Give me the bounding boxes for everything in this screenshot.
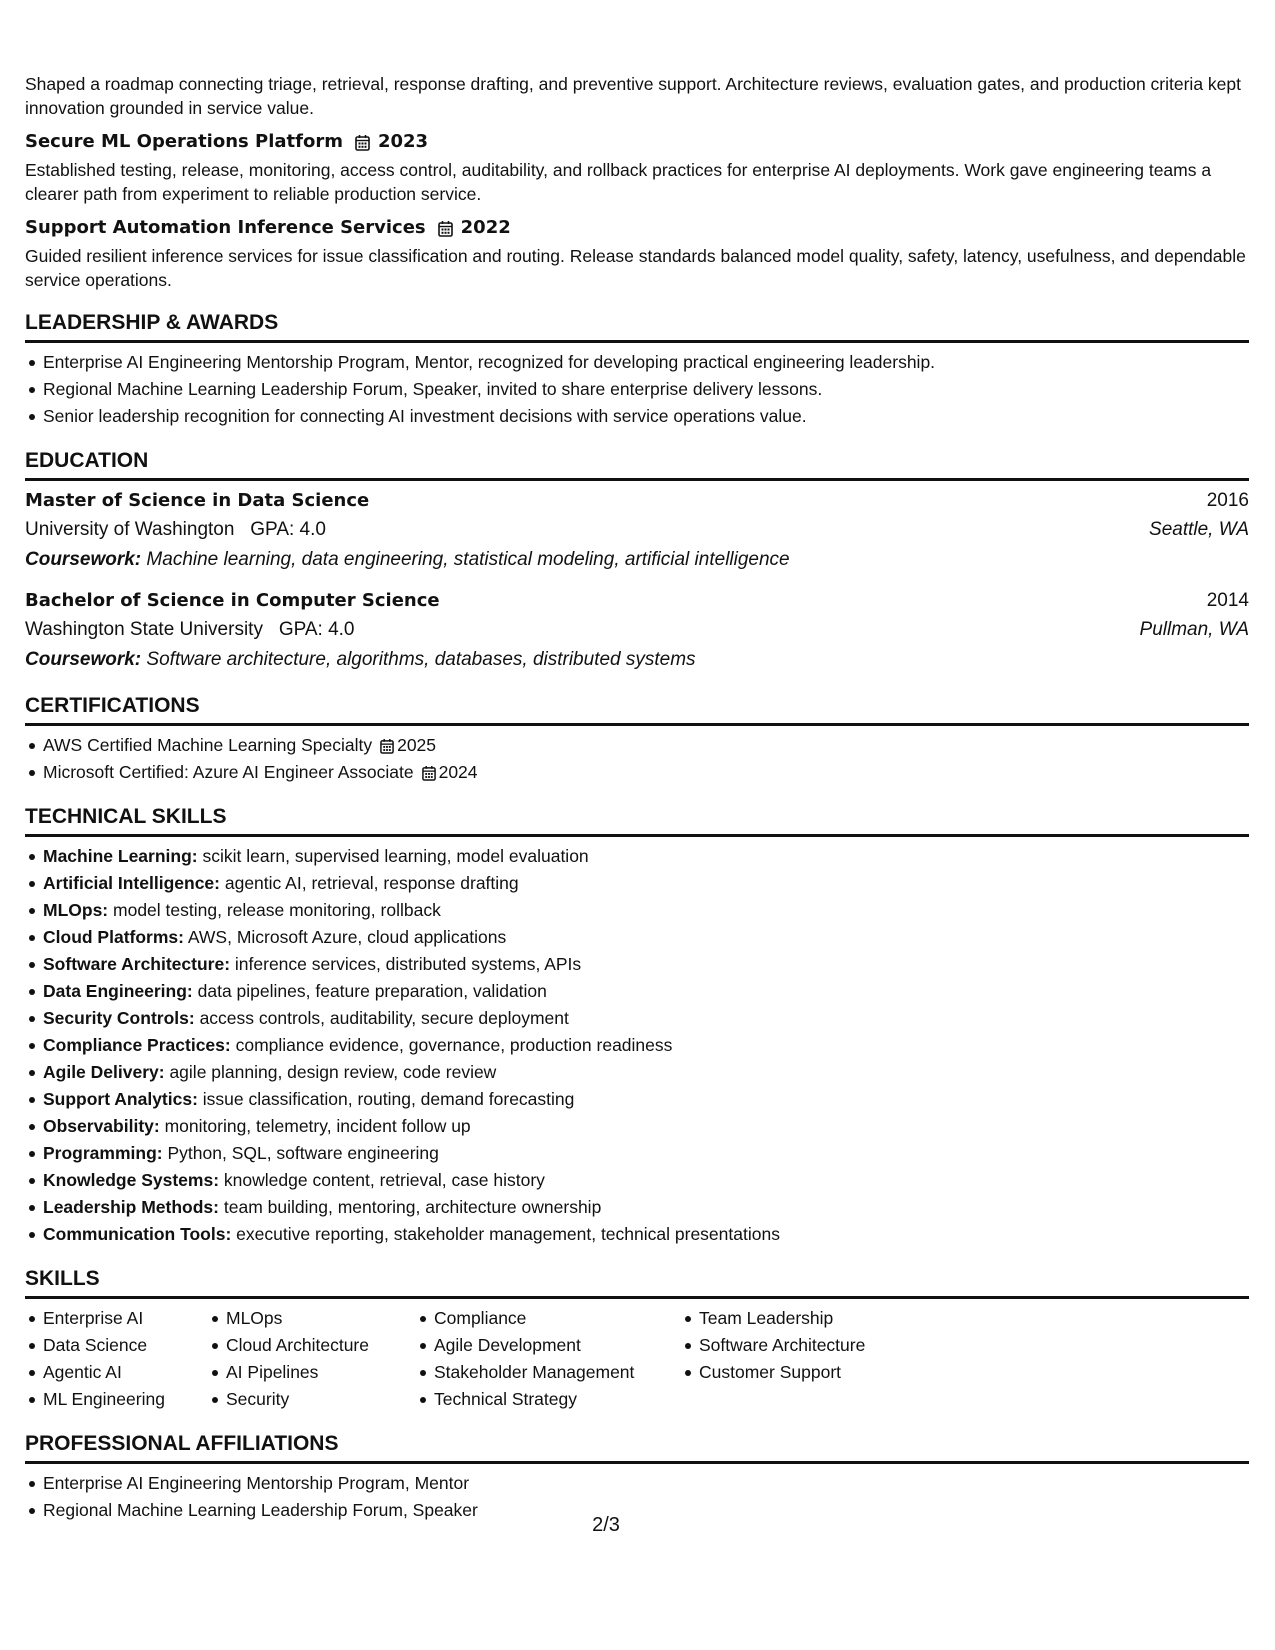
skill-label: Machine Learning: bbox=[43, 846, 198, 866]
list-item bbox=[43, 1005, 1249, 1032]
skill-label: Agile Delivery: bbox=[43, 1062, 165, 1082]
list-item: Senior leadership recognition for connecting AI investment decisions with service operations value. bbox=[43, 403, 1249, 430]
skill-label: Support Analytics: bbox=[43, 1089, 198, 1109]
project-description: Guided resilient inference services for issue classification and routing. Release standards balanced model quality, safety, latency, usefulness, and dependable service operations. bbox=[25, 246, 1246, 290]
skills-column bbox=[208, 1305, 416, 1413]
list-item: Enterprise AI Engineering Mentorship Program, Mentor bbox=[43, 1470, 1249, 1497]
skill-value: model testing, release monitoring, rollback bbox=[113, 900, 441, 920]
list-item: Compliance bbox=[434, 1305, 681, 1332]
list-item: MLOps bbox=[226, 1305, 416, 1332]
skill-label: Compliance Practices: bbox=[43, 1035, 231, 1055]
list-item: Stakeholder Management bbox=[434, 1359, 681, 1386]
school-line bbox=[25, 615, 355, 645]
coursework-label: Coursework: bbox=[25, 549, 142, 570]
list-item: Team Leadership bbox=[699, 1305, 959, 1332]
resume-page bbox=[25, 72, 1249, 1524]
list-item: Technical Strategy bbox=[434, 1386, 681, 1413]
project-title-row bbox=[25, 130, 1249, 154]
skill-label: Communication Tools: bbox=[43, 1224, 232, 1244]
certifications-list bbox=[25, 732, 1249, 786]
project-year: 2023 bbox=[377, 131, 429, 152]
list-item: Security bbox=[226, 1386, 416, 1413]
list-item: Enterprise AI Engineering Mentorship Program, Mentor, recognized for developing practical engineering leadership. bbox=[43, 349, 1249, 376]
project-title: Support Automation Inference Services bbox=[25, 217, 426, 238]
skill-value: issue classification, routing, demand forecasting bbox=[202, 1089, 575, 1109]
skill-value: monitoring, telemetry, incident follow up bbox=[164, 1116, 471, 1136]
coursework-line bbox=[25, 645, 1249, 675]
list-item bbox=[43, 951, 1249, 978]
school-location: Pullman, WA bbox=[1139, 619, 1249, 640]
list-item bbox=[43, 897, 1249, 924]
list-item bbox=[43, 870, 1249, 897]
skill-label: Observability: bbox=[43, 1116, 160, 1136]
skill-value: scikit learn, supervised learning, model evaluation bbox=[202, 846, 589, 866]
list-item bbox=[43, 1194, 1249, 1221]
skill-value: inference services, distributed systems, APIs bbox=[234, 954, 582, 974]
skill-value: AWS, Microsoft Azure, cloud applications bbox=[187, 927, 507, 947]
degree: Bachelor of Science in Computer Science bbox=[25, 590, 440, 611]
project-entry bbox=[25, 216, 1249, 292]
list-item bbox=[43, 978, 1249, 1005]
skill-label: Leadership Methods: bbox=[43, 1197, 219, 1217]
list-item bbox=[43, 1059, 1249, 1086]
gpa: GPA: 4.0 bbox=[250, 519, 326, 540]
school-name: Washington State University bbox=[25, 619, 263, 640]
skill-value: Python, SQL, software engineering bbox=[167, 1143, 439, 1163]
section-title-leadership: LEADERSHIP & AWARDS bbox=[25, 310, 1249, 343]
project-year: 2022 bbox=[460, 217, 511, 238]
list-item bbox=[43, 843, 1249, 870]
graduation-year: 2016 bbox=[1206, 490, 1249, 511]
education-entry bbox=[25, 487, 1249, 575]
skills-column bbox=[416, 1305, 681, 1413]
project-description: Established testing, release, monitoring, access control, auditability, and rollback practices for enterprise AI deployments. Work gave engineering teams a clearer path from experiment to reliable production service. bbox=[25, 160, 1212, 204]
list-item: Customer Support bbox=[699, 1359, 959, 1386]
list-item: AI Pipelines bbox=[226, 1359, 416, 1386]
technical-skills-list bbox=[25, 843, 1249, 1248]
list-item bbox=[43, 732, 1249, 759]
list-item: Regional Machine Learning Leadership Forum, Speaker bbox=[43, 1497, 1249, 1524]
list-item bbox=[43, 1167, 1249, 1194]
page-number: 2/3 bbox=[592, 1514, 620, 1536]
list-item bbox=[43, 1221, 1249, 1248]
skills-columns bbox=[25, 1305, 1249, 1413]
section-title-certifications: CERTIFICATIONS bbox=[25, 693, 1249, 726]
calendar-icon bbox=[438, 220, 453, 237]
list-item: Cloud Architecture bbox=[226, 1332, 416, 1359]
gpa: GPA: 4.0 bbox=[278, 619, 355, 640]
certification-year: 2025 bbox=[397, 735, 437, 755]
list-item: Software Architecture bbox=[699, 1332, 959, 1359]
skill-label: Programming: bbox=[43, 1143, 163, 1163]
calendar-icon bbox=[422, 765, 436, 781]
list-item: Data Science bbox=[43, 1332, 208, 1359]
skill-label: Data Engineering: bbox=[43, 981, 193, 1001]
list-item bbox=[43, 1140, 1249, 1167]
school-line bbox=[25, 515, 326, 545]
skill-label: Artificial Intelligence: bbox=[43, 873, 220, 893]
list-item: Regional Machine Learning Leadership Forum, Speaker, invited to share enterprise delivery lessons. bbox=[43, 376, 1249, 403]
skill-value: executive reporting, stakeholder management, technical presentations bbox=[236, 1224, 780, 1244]
education-entry bbox=[25, 587, 1249, 675]
list-item bbox=[43, 1086, 1249, 1113]
list-item: Agile Development bbox=[434, 1332, 681, 1359]
list-item bbox=[43, 1032, 1249, 1059]
project-title: Secure ML Operations Platform bbox=[25, 131, 343, 152]
project-entry bbox=[25, 130, 1249, 206]
skill-label: Cloud Platforms: bbox=[43, 927, 184, 947]
calendar-icon bbox=[355, 134, 370, 151]
coursework: Software architecture, algorithms, databases, distributed systems bbox=[146, 649, 696, 670]
section-title-technical-skills: TECHNICAL SKILLS bbox=[25, 804, 1249, 837]
skill-value: agentic AI, retrieval, response drafting bbox=[224, 873, 519, 893]
leadership-list bbox=[25, 349, 1249, 430]
skills-column bbox=[681, 1305, 959, 1413]
degree: Master of Science in Data Science bbox=[25, 490, 370, 511]
certification-name: Microsoft Certified: Azure AI Engineer Associate bbox=[43, 762, 414, 782]
skill-value: knowledge content, retrieval, case history bbox=[223, 1170, 545, 1190]
list-item bbox=[43, 759, 1249, 786]
list-item bbox=[43, 1113, 1249, 1140]
list-item bbox=[43, 924, 1249, 951]
intro-paragraph: Shaped a roadmap connecting triage, retrieval, response drafting, and preventive support. Architecture reviews, evaluation gates, and production criteria kept innovation grounded in service value. bbox=[25, 74, 1241, 118]
calendar-icon bbox=[380, 738, 394, 754]
section-title-skills: SKILLS bbox=[25, 1266, 1249, 1299]
list-item: Enterprise AI bbox=[43, 1305, 208, 1332]
school-location: Seattle, WA bbox=[1149, 519, 1249, 540]
section-title-affiliations: PROFESSIONAL AFFILIATIONS bbox=[25, 1431, 1249, 1464]
skill-value: compliance evidence, governance, production readiness bbox=[235, 1035, 673, 1055]
project-title-row bbox=[25, 216, 1249, 240]
skill-value: data pipelines, feature preparation, validation bbox=[197, 981, 547, 1001]
skill-value: agile planning, design review, code review bbox=[169, 1062, 497, 1082]
skill-value: access controls, auditability, secure deployment bbox=[199, 1008, 569, 1028]
skill-label: MLOps: bbox=[43, 900, 109, 920]
graduation-year: 2014 bbox=[1206, 590, 1249, 611]
school-name: University of Washington bbox=[25, 519, 235, 540]
skill-label: Software Architecture: bbox=[43, 954, 231, 974]
coursework: Machine learning, data engineering, statistical modeling, artificial intelligence bbox=[146, 549, 790, 570]
skill-label: Knowledge Systems: bbox=[43, 1170, 220, 1190]
certification-year: 2024 bbox=[438, 762, 478, 782]
list-item: Agentic AI bbox=[43, 1359, 208, 1386]
list-item: ML Engineering bbox=[43, 1386, 208, 1413]
skill-value: team building, mentoring, architecture ownership bbox=[223, 1197, 602, 1217]
coursework-label: Coursework: bbox=[25, 649, 142, 670]
section-title-education: EDUCATION bbox=[25, 448, 1249, 481]
certification-name: AWS Certified Machine Learning Specialty bbox=[43, 735, 373, 755]
skill-label: Security Controls: bbox=[43, 1008, 195, 1028]
skills-column bbox=[25, 1305, 208, 1413]
coursework-line bbox=[25, 545, 1249, 575]
